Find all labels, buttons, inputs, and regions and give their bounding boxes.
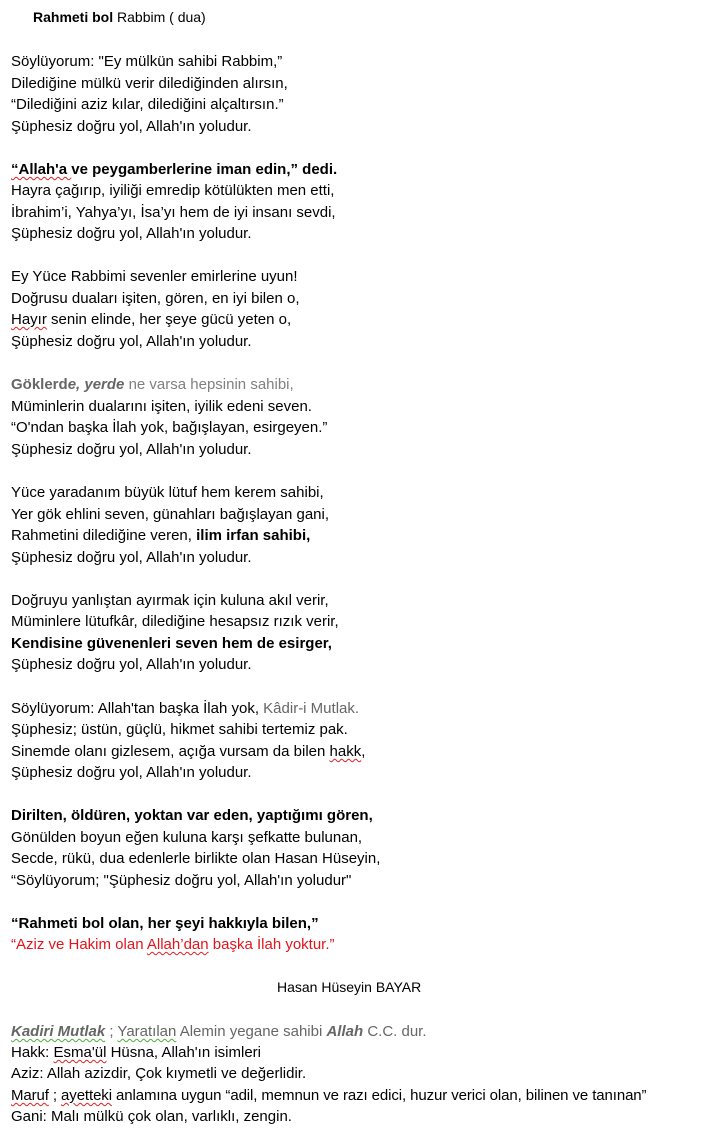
stanza6-line4: Şüphesiz doğru yol, Allah'ın yoludur. [11, 656, 252, 673]
stanza9-line2 [11, 935, 335, 956]
stanza4-line4: Şüphesiz doğru yol, Allah'ın yoludur. [11, 441, 252, 458]
stanza3-line3 [11, 310, 291, 331]
note1-yaratilan: Yaratılan [117, 1023, 177, 1040]
stanza9-a: “Aziz ve Hakim olan [11, 936, 147, 953]
note4-maruf: Maruf [11, 1087, 49, 1104]
stanza4-yerde: , yerde [76, 376, 125, 393]
stanza8-line4: “Söylüyorum; "Şüphesiz doğru yol, Allah'ın yoludur" [11, 872, 352, 889]
stanza4-line3: “O'ndan başka İlah yok, bağışlayan, esirgeyen.” [11, 419, 328, 436]
poem-title [33, 9, 206, 25]
note-aziz: Aziz: Allah azizdir, Çok kıymetli ve değerlidir. [11, 1065, 307, 1082]
stanza7-comma: , [361, 743, 366, 760]
stanza6-line3: Kendisine güvenenleri seven hem de esirger, [11, 635, 332, 652]
note-gani: Gani: Malı mülkü çok olan, varlıklı, zengin. [11, 1108, 292, 1125]
stanza7-line3 [11, 742, 365, 763]
stanza7-line2: Şüphesiz; üstün, güçlü, hikmet sahibi tertemiz pak. [11, 721, 348, 738]
stanza1-line4: Şüphesiz doğru yol, Allah'ın yoludur. [11, 118, 252, 135]
author-signature: Hasan Hüseyin BAYAR [277, 979, 422, 995]
note2-esmaul: Esma'ül [53, 1044, 107, 1061]
note1-mid: Alemin yegane sahibi [176, 1023, 327, 1040]
stanza3-line2: Doğrusu duaları işiten, gören, en iyi bilen o, [11, 290, 300, 307]
stanza7-hakk: hakk [329, 743, 362, 760]
stanza2-rest: ve peygamberlerine iman edin,” dedi. [71, 161, 338, 178]
stanza4-e: e [67, 376, 77, 393]
note1-sep: ; [105, 1023, 118, 1040]
stanza3-line4: Şüphesiz doğru yol, Allah'ın yoludur. [11, 333, 252, 350]
note-hakk [11, 1043, 261, 1064]
stanza6-line2: Müminlere lütufkâr, dilediğine hesapsız rızık verir, [11, 613, 339, 630]
stanza1-line2: Dilediğine mülkü verir dilediğinden alırsın, [11, 75, 288, 92]
stanza8-line2: Gönülden boyun eğen kuluna karşı şefkatte bulunan, [11, 829, 363, 846]
stanza3-rest: senin elinde, her şeye gücü yeten o, [46, 311, 292, 328]
stanza3-line1: Ey Yüce Rabbimi sevenler emirlerine uyun! [11, 268, 298, 285]
note4-ayetteki: ayetteki [61, 1087, 112, 1104]
note4-sep: ; [48, 1087, 62, 1104]
stanza7-line4: Şüphesiz doğru yol, Allah'ın yoludur. [11, 764, 252, 781]
stanza2-allah: “Allah'a [11, 161, 72, 178]
note2-a: Hakk: [11, 1044, 54, 1061]
stanza5-a: Rahmetini dilediğine veren, [11, 527, 197, 544]
note1-end: C.C. dur. [363, 1023, 427, 1040]
note4-rest: anlamına uygun “adil, memnun ve razı edici, huzur verici olan, bilinen ve tanınan” [111, 1087, 647, 1104]
stanza2-line2: Hayra çağırıp, iyiliği emredip kötülükten men etti, [11, 182, 335, 199]
stanza4-line1 [11, 375, 294, 396]
stanza9-allahdan: Allah’dan [146, 936, 209, 953]
title-bold: Rahmeti bol [33, 9, 114, 25]
stanza4-goklerd: Göklerd [11, 376, 68, 393]
note-kadiri-mutlak [11, 1022, 427, 1043]
stanza1-line1: Söylüyorum: "Ey mülkün sahibi Rabbim,” [11, 53, 283, 70]
stanza3-hayir: Hayır [11, 311, 47, 328]
note2-c: Hüsna, Allah'ın isimleri [106, 1044, 261, 1061]
stanza5-line2: Yer gök ehlini seven, günahları bağışlayan gani, [11, 506, 330, 523]
stanza5-line4: Şüphesiz doğru yol, Allah'ın yoludur. [11, 549, 252, 566]
stanza5-line1: Yüce yaradanım büyük lütuf hem kerem sahibi, [11, 484, 324, 501]
stanza2-line4: Şüphesiz doğru yol, Allah'ın yoludur. [11, 225, 252, 242]
stanza6-line1: Doğruyu yanlıştan ayırmak için kuluna akıl verir, [11, 592, 329, 609]
note1-allah: Allah [326, 1023, 364, 1040]
stanza4-rest: ne varsa hepsinin sahibi, [124, 376, 294, 393]
stanza8-line3: Secde, rükü, dua edenlerle birlikte olan Hasan Hüseyin, [11, 850, 381, 867]
stanza5-b: ilim irfan sahibi, [196, 527, 311, 544]
note-maruf [11, 1086, 646, 1107]
stanza9-line1: “Rahmeti bol olan, her şeyi hakkıyla bilen,” [11, 915, 319, 932]
stanza2-line3: İbrahim’i, Yahya’yı, İsa’yı hem de iyi insanı sevdi, [11, 204, 336, 221]
stanza8-line1: Dirilten, öldüren, yoktan var eden, yaptığımı gören, [11, 807, 373, 824]
stanza2-line1 [11, 160, 337, 181]
stanza7-c: Sinemde olanı gizlesem, açığa vursam da bilen [11, 743, 330, 760]
stanza5-line3 [11, 526, 310, 547]
title-rest: Rabbim ( dua) [113, 9, 206, 25]
stanza4-line2: Müminlerin dualarını işiten, iyilik edeni seven. [11, 398, 312, 415]
note1-term: Kadiri Mutlak [11, 1023, 106, 1040]
stanza7-kadir: Kâdir-i Mutlak. [263, 700, 360, 717]
stanza1-line3: “Dilediğini aziz kılar, dilediğini alçaltırsın.” [11, 96, 284, 113]
stanza7-a: Söylüyorum: Allah'tan başka İlah yok, [11, 700, 264, 717]
stanza7-line1 [11, 699, 359, 720]
stanza9-c: başka İlah yoktur.” [208, 936, 335, 953]
